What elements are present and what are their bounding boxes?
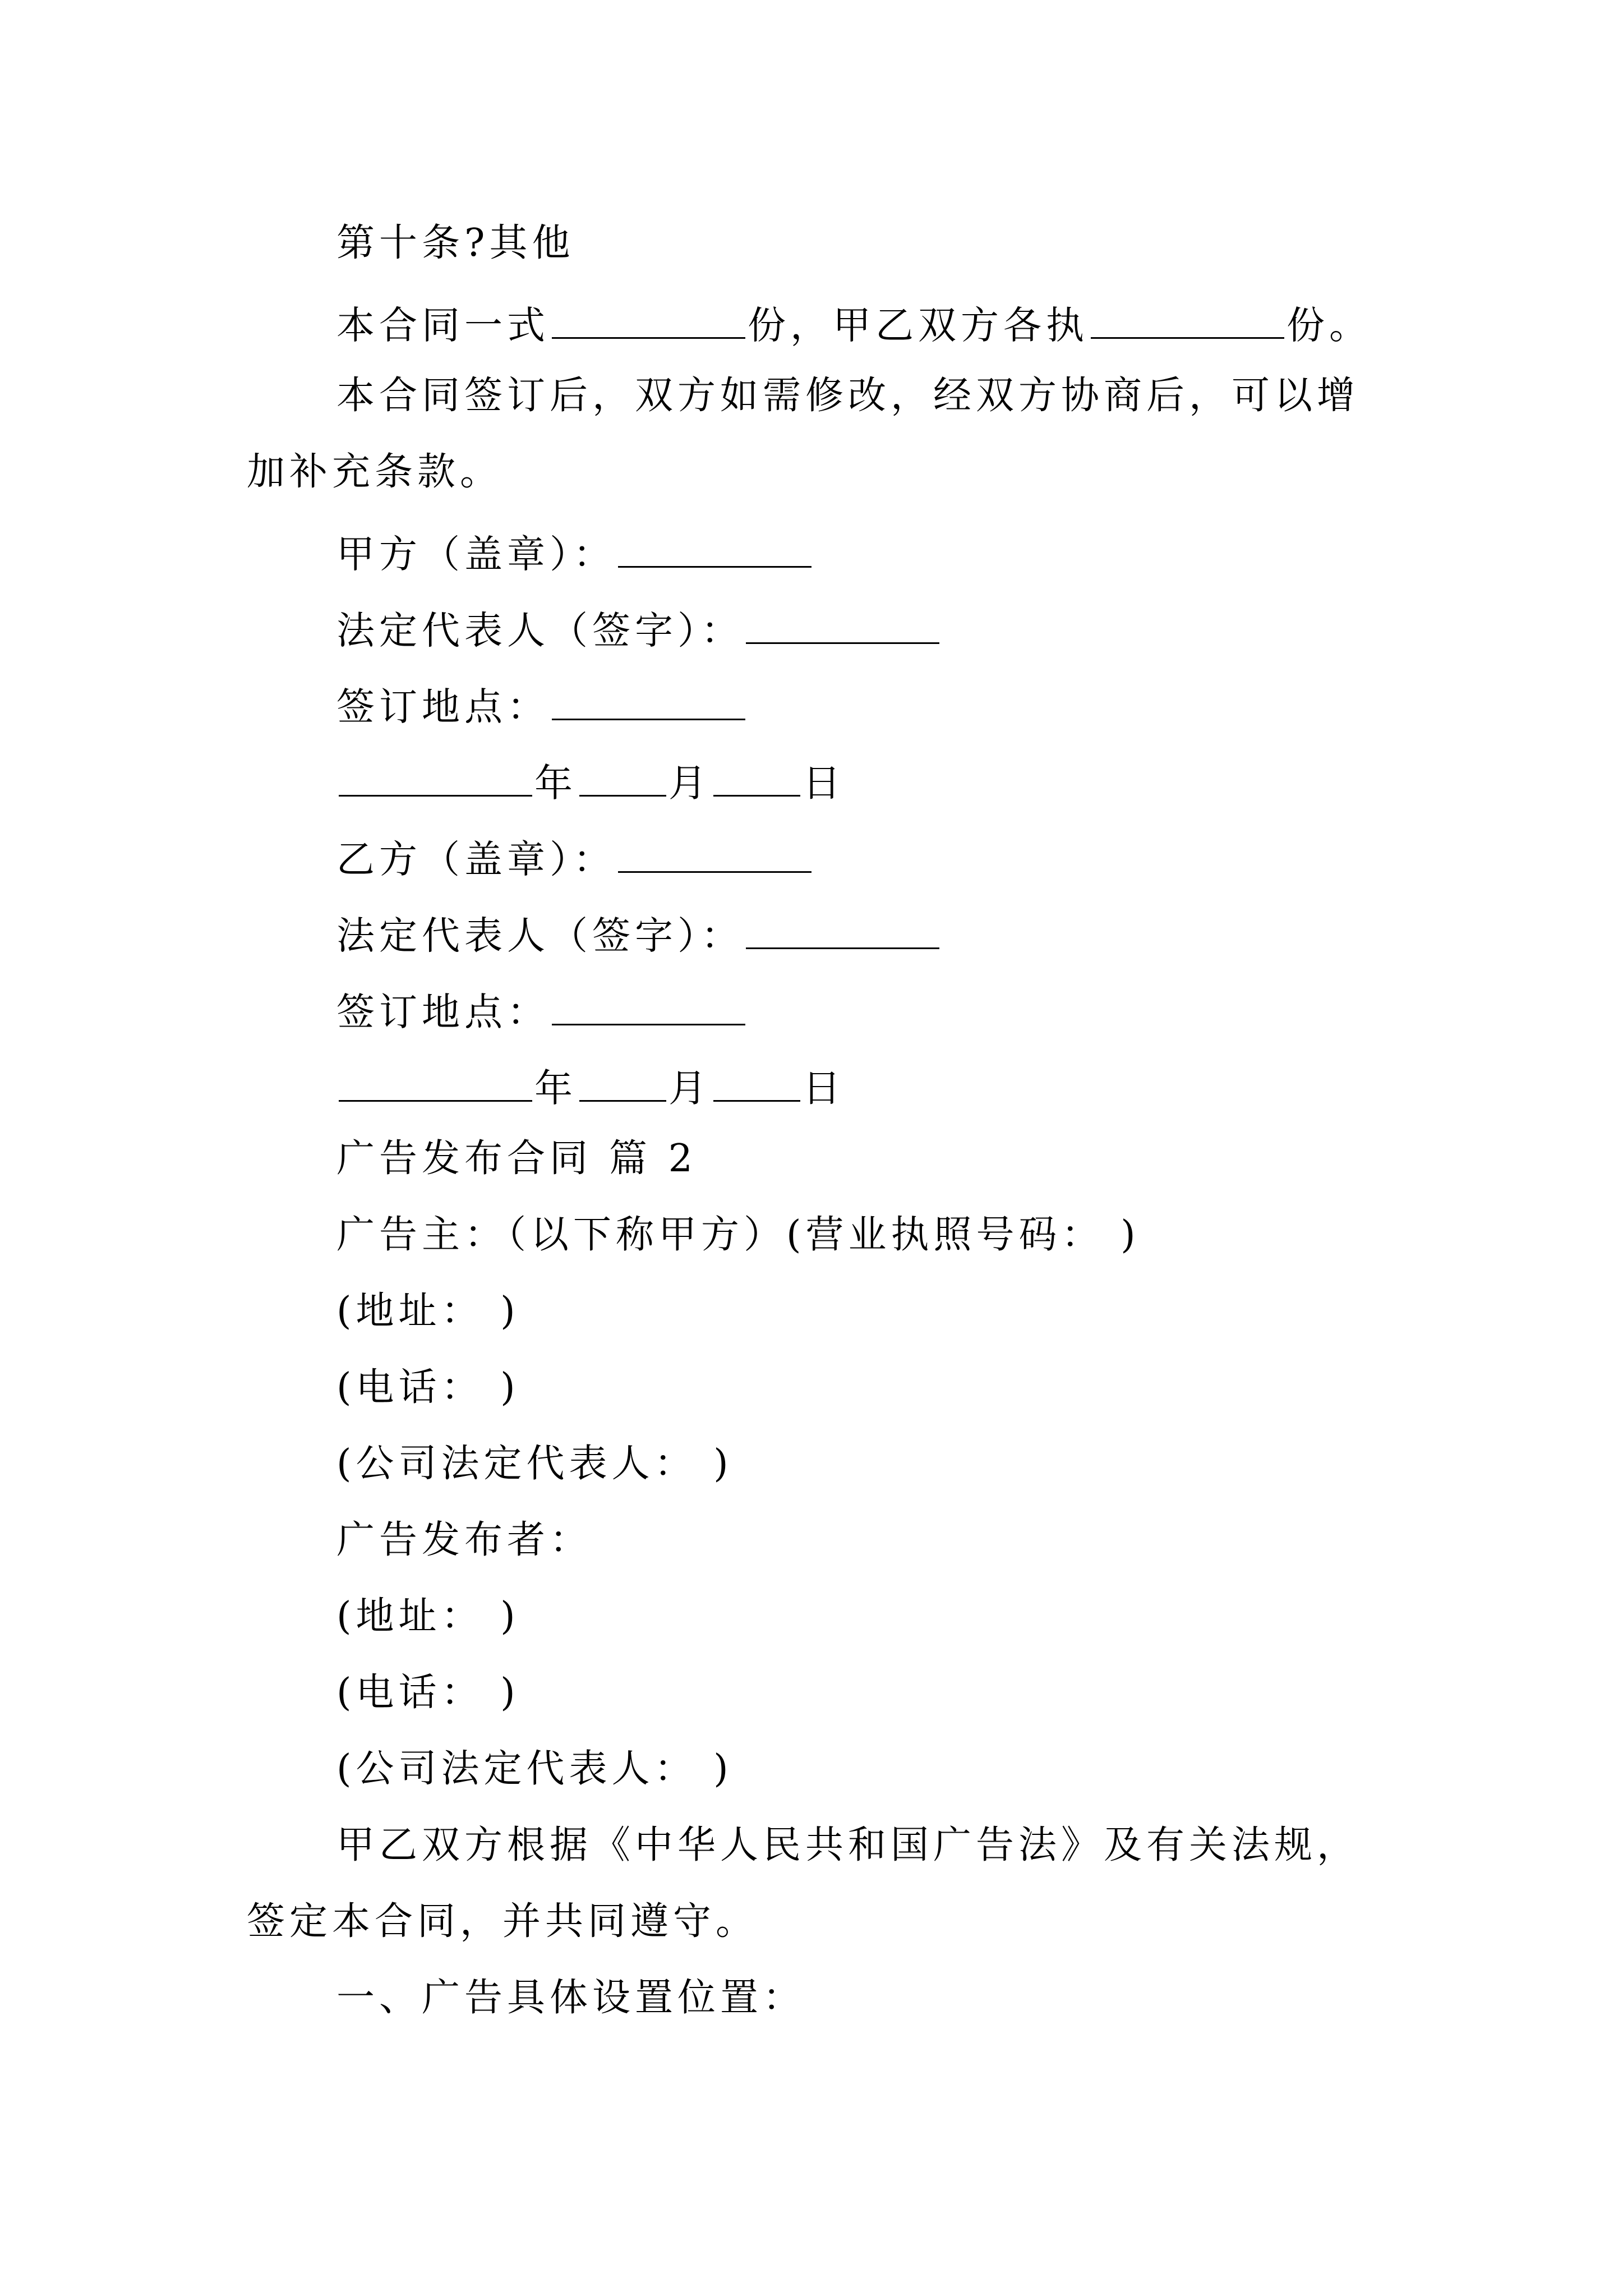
day-label: 日 [803, 761, 846, 806]
party-a-month-blank [579, 758, 666, 797]
article-heading: 第十条?其他 [336, 221, 575, 265]
party-b-day-blank [713, 1064, 800, 1102]
party-b-place-blank [552, 987, 745, 1025]
party-a-place [336, 682, 748, 730]
party-b-seal [336, 835, 814, 880]
month-label: 月 [668, 761, 712, 806]
advertiser-address: (地址： ) [336, 1289, 520, 1333]
party-a-seal-blank [618, 530, 811, 568]
year-label: 年 [534, 1066, 578, 1111]
party-a-day-blank [713, 758, 800, 797]
advertiser-line: 广告主：（以下称甲方）(营业执照号码： ) [336, 1213, 1140, 1257]
basis-line2: 签定本合同，并共同遵守。 [247, 1899, 759, 1944]
amend-clause-line2: 加补充条款。 [247, 450, 503, 494]
publisher-rep: (公司法定代表人： ) [336, 1747, 733, 1791]
party-b-rep [336, 911, 942, 959]
amend-clause-line1: 本合同签订后，双方如需修改，经双方协商后，可以增 [336, 374, 1360, 418]
contract2-title-text: 广告发布合同 [336, 1137, 593, 1181]
basis-line1: 甲乙双方根据《中华人民共和国广告法》及有关法规， [336, 1823, 1360, 1867]
copies-mid: 份，甲乙双方各执 [748, 303, 1089, 348]
party-b-place [336, 987, 748, 1035]
day-label: 日 [803, 1066, 846, 1111]
copies-each-blank [1091, 301, 1284, 339]
party-b-rep-label: 法定代表人（签字）： [336, 914, 744, 959]
party-b-place-label: 签订地点： [336, 990, 550, 1035]
party-b-date [336, 1064, 846, 1111]
section-1-heading: 一、广告具体设置位置： [336, 1976, 806, 2020]
advertiser-rep: (公司法定代表人： ) [336, 1442, 733, 1486]
copies-clause [336, 301, 1372, 346]
party-b-seal-label: 乙方（盖章）： [336, 838, 616, 882]
party-a-seal [336, 530, 814, 577]
month-label: 月 [668, 1066, 712, 1111]
advertiser-phone: (电话： ) [336, 1365, 520, 1410]
party-a-year-blank [339, 758, 532, 797]
publisher-phone: (电话： ) [336, 1671, 520, 1715]
copies-total-blank [552, 301, 745, 339]
contract2-chapter: 篇 2 [609, 1137, 697, 1181]
party-a-rep-blank [746, 606, 939, 644]
year-label: 年 [534, 761, 578, 806]
party-a-rep [336, 606, 942, 654]
party-a-seal-label: 甲方（盖章）： [336, 532, 616, 577]
party-b-month-blank [579, 1064, 666, 1102]
party-b-rep-blank [746, 911, 939, 949]
party-a-place-blank [552, 682, 745, 720]
copies-prefix: 本合同一式 [336, 303, 550, 348]
party-a-date [336, 758, 846, 806]
party-b-seal-blank [618, 835, 811, 873]
party-b-year-blank [339, 1064, 532, 1102]
copies-suffix: 份。 [1287, 303, 1372, 348]
publisher-address: (地址： ) [336, 1594, 520, 1639]
publisher-line: 广告发布者： [336, 1518, 593, 1562]
party-a-place-label: 签订地点： [336, 685, 550, 730]
contract2-title [336, 1137, 697, 1181]
party-a-rep-label: 法定代表人（签字）： [336, 609, 744, 654]
